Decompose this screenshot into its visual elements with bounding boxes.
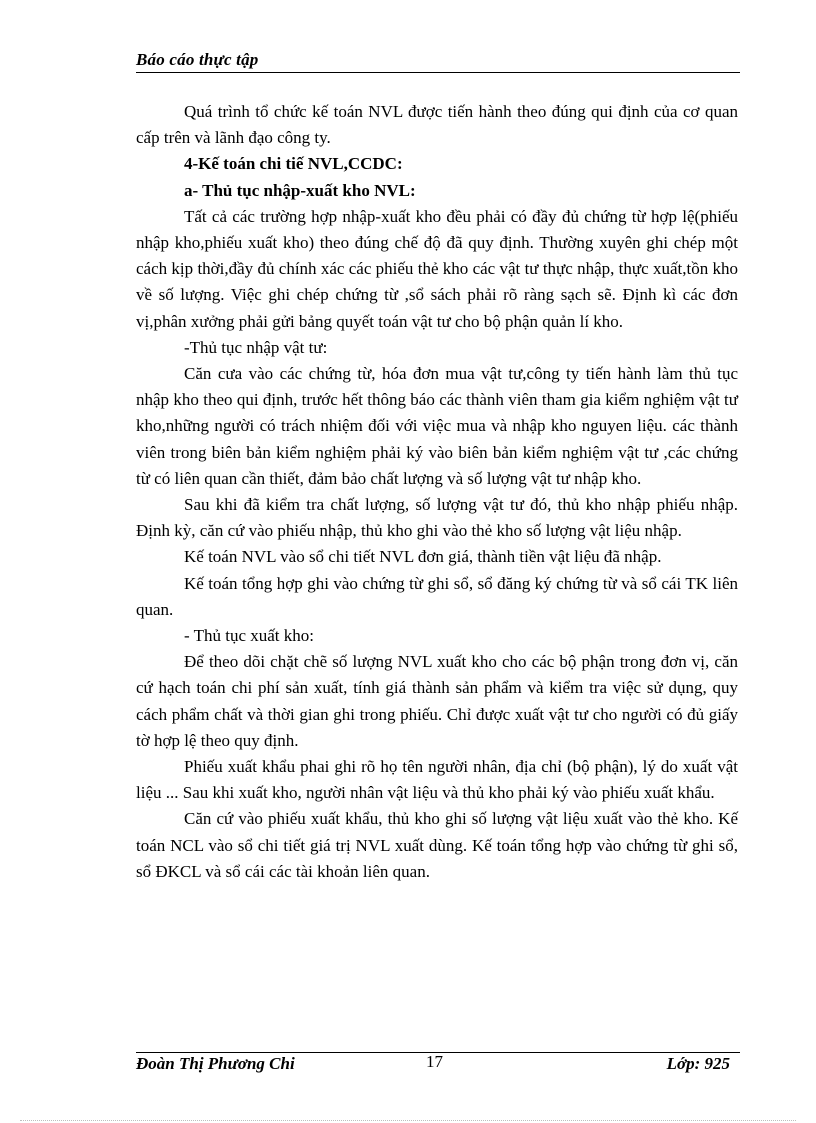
- paragraph: Tất cả các trường hợp nhập-xuất kho đều phải có đầy đủ chứng từ hợp lệ(phiếu nhập kho,phiếu xuất kho) theo đúng chế độ đã quy định. Thường xuyên ghi chép một cách kịp thời,đầy đủ chính xác các phiếu thẻ kho các vật tư thực nhập, thực xuất,tồn kho về số lượng. Việc ghi chép chứng từ ,sổ sách phải rõ ràng sạch sẽ. Định kì các đơn vị,phân xưởng phải gửi bảng quyết toán vật tư cho bộ phận quản lí kho.: [136, 206, 738, 331]
- subsection-heading: a- Thủ tục nhập-xuất kho NVL:: [184, 180, 416, 200]
- paragraph: Căn cưa vào các chứng từ, hóa đơn mua vật tư,công ty tiến hành làm thủ tục nhập kho theo qui định, trước hết thông báo các thành viên tham gia kiểm nghiệm vật tư kho,những người có trách nhiệm đối với việc mua và nhập kho nguyen liệu. các thành viên trong biên bản kiểm nghiệm phải ký vào biên bản kiểm nghiệm vật tư ,các chứng từ có liên quan cần thiết, đảm bảo chất lượng và số lượng vật tư nhập kho.: [136, 364, 738, 488]
- paragraph: Căn cứ vào phiếu xuất khẩu, thủ kho ghi số lượng vật liệu xuất vào thẻ kho. Kế toán NCL vào sổ chi tiết giá trị NVL xuất dùng. Kế toán tổng hợp vào chứng từ ghi sổ, sổ ĐKCL và sổ cái các tài khoản liên quan.: [136, 809, 738, 881]
- paragraph: Phiếu xuất khẩu phai ghi rõ họ tên người nhân, địa chỉ (bộ phận), lý do xuất vật liệu ... Sau khi xuất kho, người nhân vật liệu và thủ kho phải ký vào phiếu xuất khẩu.: [136, 757, 738, 803]
- paragraph: -Thủ tục nhập vật tư:: [184, 337, 328, 357]
- section-heading: 4-Kế toán chi tiế NVL,CCDC:: [184, 154, 403, 174]
- page-header-title: Báo cáo thực tập: [136, 50, 259, 69]
- footer-class-label: Lớp: 925: [666, 1054, 730, 1073]
- page-number: 17: [426, 1052, 443, 1071]
- paragraph: Sau khi đã kiểm tra chất lượng, số lượng vật tư đó, thủ kho nhập phiếu nhập. Định kỳ, căn cứ vào phiếu nhập, thủ kho ghi vào thẻ kho số lượng vật liệu nhập.: [136, 495, 738, 541]
- paragraph: Kế toán tổng hợp ghi vào chứng từ ghi sổ, sổ đăng ký chứng từ và sổ cái TK liên quan.: [136, 573, 738, 619]
- paragraph: - Thủ tục xuất kho:: [184, 626, 314, 646]
- footer-author: Đoàn Thị Phương Chi: [136, 1054, 295, 1073]
- paragraph: Kế toán NVL vào sổ chi tiết NVL đơn giá, thành tiền vật liệu đã nhập.: [184, 547, 662, 567]
- document-body: [136, 99, 738, 885]
- page-bottom-edge: [20, 1120, 796, 1121]
- paragraph: Để theo dõi chặt chẽ số lượng NVL xuất kho cho các bộ phận trong đơn vị, căn cứ hạch toán chi phí sản xuất, tính giá thành sản phẩm và kiểm tra việc sử dụng, quy cách phẩm chất và thời gian ghi trong phiếu. Chỉ được xuất vật tư cho người có đủ giấy tờ hợp lệ theo quy định.: [136, 652, 738, 750]
- header-divider: [136, 72, 740, 73]
- paragraph: Quá trình tổ chức kế toán NVL được tiến hành theo đúng qui định của cơ quan cấp trên và lãnh đạo công ty.: [136, 102, 738, 148]
